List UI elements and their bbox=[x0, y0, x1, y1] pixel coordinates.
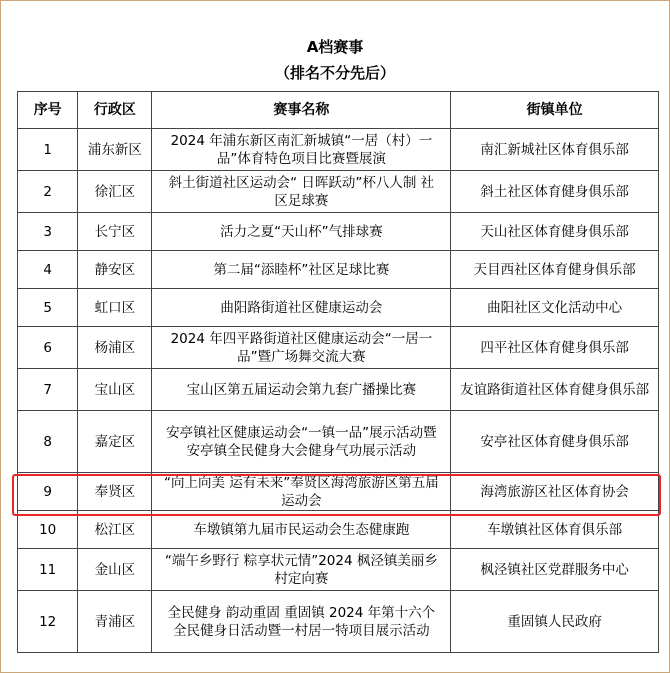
row-unit: 安亭社区体育健身俱乐部 bbox=[451, 411, 659, 473]
row-district: 杨浦区 bbox=[78, 327, 152, 369]
row-event: 2024 年浦东新区南汇新城镇“一居（村）一品”体育特色项目比赛暨展演 bbox=[152, 129, 451, 171]
row-district: 青浦区 bbox=[78, 591, 152, 653]
row-event: 活力之夏“天山杯”气排球赛 bbox=[152, 213, 451, 251]
table-row bbox=[18, 369, 659, 411]
row-no: 3 bbox=[18, 213, 78, 251]
row-event: 宝山区第五届运动会第九套广播操比赛 bbox=[152, 369, 451, 411]
row-event: 曲阳路街道社区健康运动会 bbox=[152, 289, 451, 327]
row-no: 9 bbox=[18, 473, 78, 511]
row-no: 5 bbox=[18, 289, 78, 327]
table-row bbox=[18, 171, 659, 213]
row-event: 车墩镇第九届市民运动会生态健康跑 bbox=[152, 511, 451, 549]
row-unit: 斜土社区体育健身俱乐部 bbox=[451, 171, 659, 213]
page-subtitle: （排名不分先后） bbox=[274, 64, 395, 82]
header-no: 序号 bbox=[18, 92, 78, 129]
table-header-row bbox=[18, 92, 659, 129]
header-district: 行政区 bbox=[78, 92, 152, 129]
row-district: 虹口区 bbox=[78, 289, 152, 327]
row-district: 嘉定区 bbox=[78, 411, 152, 473]
table-row bbox=[18, 411, 659, 473]
table-row bbox=[18, 129, 659, 171]
row-no: 10 bbox=[18, 511, 78, 549]
row-district: 长宁区 bbox=[78, 213, 152, 251]
row-no: 8 bbox=[18, 411, 78, 473]
row-no: 1 bbox=[18, 129, 78, 171]
table-row bbox=[18, 591, 659, 653]
row-unit: 天山社区体育健身俱乐部 bbox=[451, 213, 659, 251]
row-unit: 南汇新城社区体育俱乐部 bbox=[451, 129, 659, 171]
row-unit: 友谊路街道社区体育健身俱乐部 bbox=[451, 369, 659, 411]
row-district: 静安区 bbox=[78, 251, 152, 289]
row-district: 奉贤区 bbox=[78, 473, 152, 511]
row-unit: 海湾旅游区社区体育协会 bbox=[451, 473, 659, 511]
row-event: 2024 年四平路街道社区健康运动会“一居一品”暨广场舞交流大赛 bbox=[152, 327, 451, 369]
table-row bbox=[18, 213, 659, 251]
row-no: 7 bbox=[18, 369, 78, 411]
row-district: 松江区 bbox=[78, 511, 152, 549]
row-unit: 曲阳社区文化活动中心 bbox=[451, 289, 659, 327]
row-no: 2 bbox=[18, 171, 78, 213]
table-row bbox=[18, 549, 659, 591]
row-unit: 重固镇人民政府 bbox=[451, 591, 659, 653]
table-row bbox=[18, 511, 659, 549]
row-event: 斜土街道社区运动会“ 日晖跃动”杯八人制 社区足球赛 bbox=[152, 171, 451, 213]
table-row bbox=[18, 327, 659, 369]
header-event: 赛事名称 bbox=[152, 92, 451, 129]
row-no: 12 bbox=[18, 591, 78, 653]
row-no: 4 bbox=[18, 251, 78, 289]
row-no: 11 bbox=[18, 549, 78, 591]
table-row bbox=[18, 289, 659, 327]
table-row-highlighted bbox=[18, 473, 659, 511]
row-unit: 车墩镇社区体育俱乐部 bbox=[451, 511, 659, 549]
row-district: 徐汇区 bbox=[78, 171, 152, 213]
row-district: 金山区 bbox=[78, 549, 152, 591]
row-event: 安亭镇社区健康运动会“一镇一品”展示活动暨安亭镇全民健身大会健身气功展示活动 bbox=[152, 411, 451, 473]
row-district: 浦东新区 bbox=[78, 129, 152, 171]
row-unit: 枫泾镇社区党群服务中心 bbox=[451, 549, 659, 591]
row-event: “向上向美 运有未来”奉贤区海湾旅游区第五届运动会 bbox=[152, 473, 451, 511]
row-event: 全民健身 韵动重固 重固镇 2024 年第十六个全民健身日活动暨一村居一特项目展示活动 bbox=[152, 591, 451, 653]
events-table bbox=[17, 91, 659, 653]
row-unit: 四平社区体育健身俱乐部 bbox=[451, 327, 659, 369]
row-no: 6 bbox=[18, 327, 78, 369]
row-district: 宝山区 bbox=[78, 369, 152, 411]
header-unit: 街镇单位 bbox=[451, 92, 659, 129]
table-row bbox=[18, 251, 659, 289]
page-title: A档赛事 bbox=[306, 38, 364, 56]
row-unit: 天目西社区体育健身俱乐部 bbox=[451, 251, 659, 289]
row-event: 第二届“添睦杯”社区足球比赛 bbox=[152, 251, 451, 289]
row-event: “端午乡野行 粽享状元情”2024 枫泾镇美丽乡村定向赛 bbox=[152, 549, 451, 591]
